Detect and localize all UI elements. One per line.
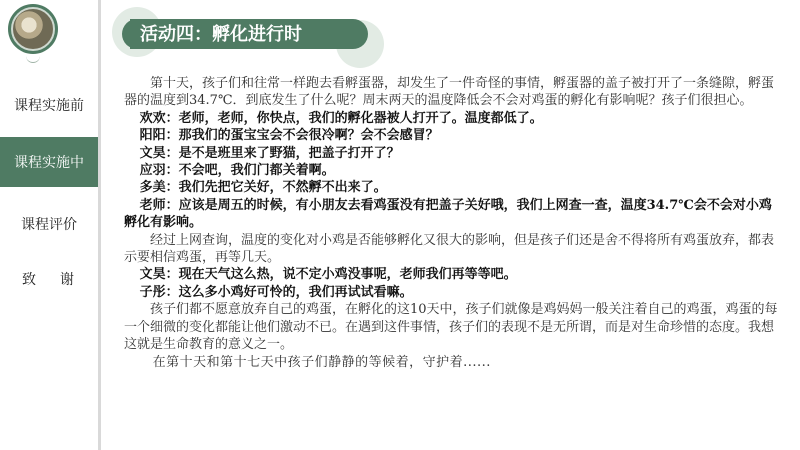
sidebar-item-thanks[interactable]: 致谢 [22, 272, 98, 288]
dialog-line: 多美：我们先把它关好，不然孵不出来了。 [139, 180, 387, 196]
ending-line: 在第十天和第十七天中孩子们静静的等候着，守护着...... [152, 354, 491, 370]
sidebar [0, 0, 100, 450]
sidebar-item-evaluation[interactable]: 课程评价 [21, 217, 77, 233]
dialog-line: 子彤：这么多小鸡好可怜的，我们再试试看嘛。 [139, 284, 413, 300]
sidebar-item-during[interactable]: 课程实施中 [0, 137, 98, 187]
dialog-line: 阳阳：那我们的蛋宝宝会不会很冷啊？会不会感冒？ [139, 128, 439, 144]
logo-image [11, 7, 55, 51]
sidebar-item-before[interactable]: 课程实施前 [14, 98, 84, 114]
conclusion-paragraph: 孩子们都不愿意放弃自己的鸡蛋，在孵化的这10天中，孩子们就像是鸡妈妈一般关注着自己的鸡蛋，鸡蛋的每一个细微的变化都能让他们激动不已。在遇到这件事情，孩子们的表现不是无所谓，而是对生命珍惜的态度。我想这就是生命教育的意义之一。 [124, 302, 778, 353]
page-title: 活动四：孵化进行时 [140, 24, 302, 45]
middle-paragraph: 经过上网查询，温度的变化对小鸡是否能够孵化又很大的影响，但是孩子们还是舍不得将所有鸡蛋放弃，都表示要相信鸡蛋，再等几天。 [124, 232, 775, 266]
dialog-line: 欢欢：老师，老师，你快点，我们的孵化器被人打开了。温度都低了。 [139, 110, 543, 126]
sidebar-divider [98, 0, 101, 450]
main-content [124, 75, 784, 371]
logo-swoosh-icon [26, 56, 40, 63]
intro-paragraph: 第十天，孩子们和往常一样跑去看孵蛋器，却发生了一件奇怪的事情，孵蛋器的盖子被打开了一条缝隙，孵蛋器的温度到34.7℃．到底发生了什么呢？周末两天的温度降低会不会对鸡蛋的孵化有影响呢？孩子们很担心。 [124, 76, 775, 109]
dialog-line: 文昊：现在天气这么热，说不定小鸡没事呢，老师我们再等等吧。 [139, 267, 517, 283]
dialog-line: 老师：应该是周五的时候，有小朋友去看鸡蛋没有把盖子关好哦，我们上网查一查，温度34.7℃会不会对小鸡孵化有影响。 [124, 197, 772, 231]
dialog-line: 文昊：是不是班里来了野猫，把盖子打开了？ [139, 145, 400, 161]
logo [8, 4, 58, 54]
dialog-line: 应羽：不会吧，我们门都关着啊。 [139, 163, 335, 179]
